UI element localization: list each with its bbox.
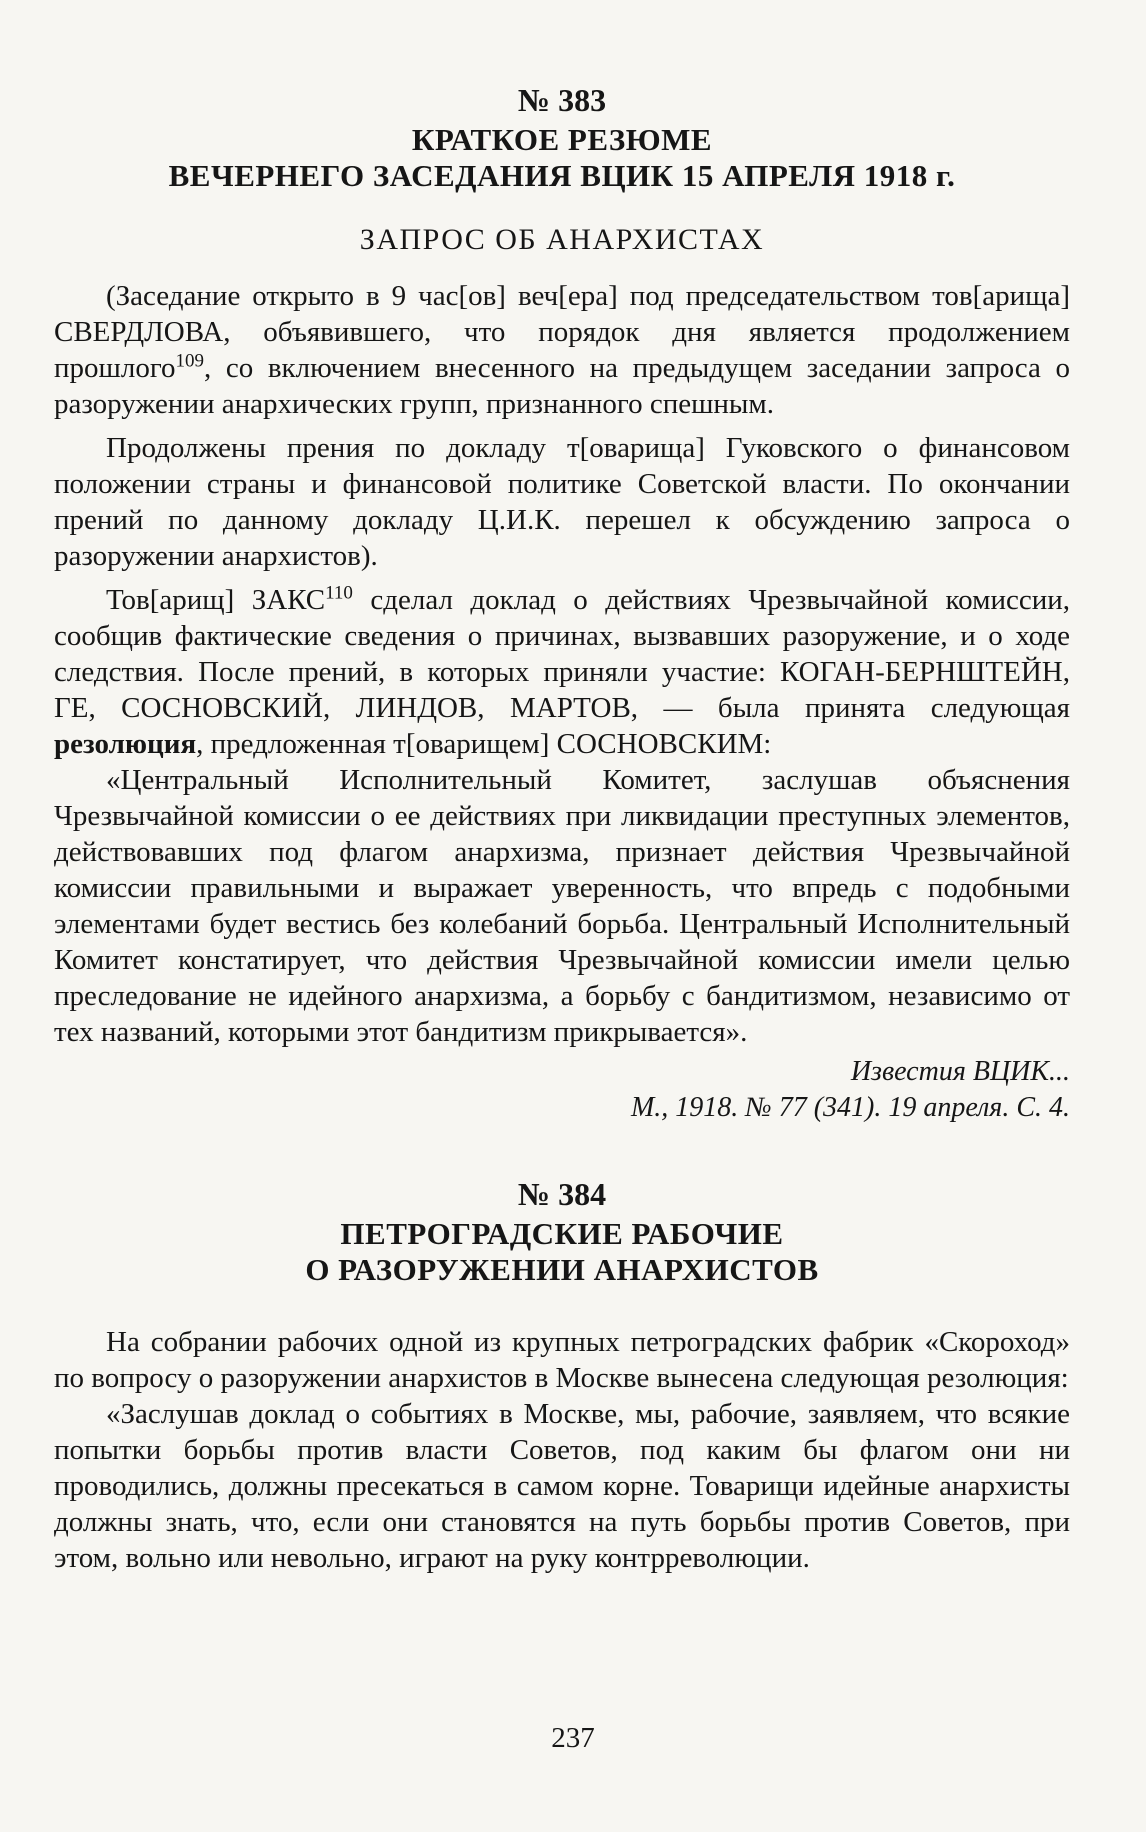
document-383	[54, 82, 1070, 1126]
footnote-ref: 109	[175, 350, 204, 372]
paragraph-session-opening	[54, 278, 1070, 422]
paragraph-debates: Продолжены прения по докладу т[оварища] Гуковского о финансовом положении страны и финансовой политике Советской власти. По окончании прений по данному докладу Ц.И.К. перешел к обсуждению запроса о разоружении анархистов).	[54, 432, 1070, 572]
paragraph-text: Тов[арищ] ЗАКС	[106, 584, 326, 616]
paragraph-resolution: «Заслушав доклад о событиях в Москве, мы, рабочие, заявляем, что всякие попытки борьбы против власти Советов, под каким бы флагом они ни проводились, должны пресекаться в самом корне. Товарищи идейные анархисты должны знать, что, если они становятся на путь борьбы против Советов, при этом, вольно или невольно, играют на руку контрреволюции.	[54, 1398, 1070, 1574]
footnote-ref: 110	[325, 582, 353, 604]
document-384	[54, 1176, 1070, 1576]
document-number: № 383	[517, 82, 607, 118]
document-title-line-2: ВЕЧЕРНЕГО ЗАСЕДАНИЯ ВЦИК 15 АПРЕЛЯ 1918 г.	[168, 158, 956, 193]
document-title-line-1: ПЕТРОГРАДСКИЕ РАБОЧИЕ	[340, 1216, 784, 1251]
bold-term: резолюция	[54, 728, 197, 760]
paragraph-text: , со включением внесенного на предыдущем заседании запроса о разоружении анархических групп, признанного спешным.	[54, 352, 1070, 420]
paragraph-report	[54, 582, 1070, 762]
paragraph-meeting: На собрании рабочих одной из крупных петроградских фабрик «Скороход» по вопросу о разоружении анархистов в Москве вынесена следующая резолюция:	[54, 1326, 1070, 1394]
source-citation-line-2: М., 1918. № 77 (341). 19 апреля. С. 4.	[630, 1092, 1070, 1123]
document-subtitle: ЗАПРОС ОБ АНАРХИСТАХ	[359, 223, 765, 256]
source-citation-line-1: Известия ВЦИК...	[850, 1056, 1070, 1087]
paragraph-text: (Заседание открыто в 9 час[ов] веч[ера] под председательством тов[арища] СВЕРДЛОВА, объявившего, что порядок дня является продолжением прошлого	[54, 280, 1070, 384]
document-title-line-2: О РАЗОРУЖЕНИИ АНАРХИСТОВ	[305, 1252, 819, 1287]
document-number: № 384	[517, 1176, 607, 1212]
paragraph-text: , предложенная т[оварищем] СОСНОВСКИМ:	[196, 728, 772, 760]
document-title-line-1: КРАТКОЕ РЕЗЮМЕ	[411, 122, 713, 157]
paragraph-resolution: «Центральный Исполнительный Комитет, заслушав объяснения Чрезвычайной комиссии о ее действиях при ликвидации преступных элементов, действовавших под флагом анархизма, признает действия Чрезвычайной комиссии правильными и выражает уверенность, что впредь с подобными элементами будет вестись без колебаний борьба. Центральный Исполнительный Комитет констатирует, что действия Чрезвычайной комиссии имели целью преследование не идейного анархизма, а борьбу с бандитизмом, независимо от тех названий, которыми этот бандитизм прикрывается».	[54, 764, 1070, 1048]
page-number: 237	[551, 1722, 595, 1754]
paragraph-text: сделал доклад о действиях Чрезвычайной комиссии, сообщив фактические сведения о причинах, вызвавших разоружение, и о ходе следствия. После прений, в которых приняли участие: КОГАН-БЕРНШТЕЙН, ГЕ, СОСНОВСКИЙ, ЛИНДОВ, МАРТОВ, — была принята следующая	[54, 584, 1070, 724]
